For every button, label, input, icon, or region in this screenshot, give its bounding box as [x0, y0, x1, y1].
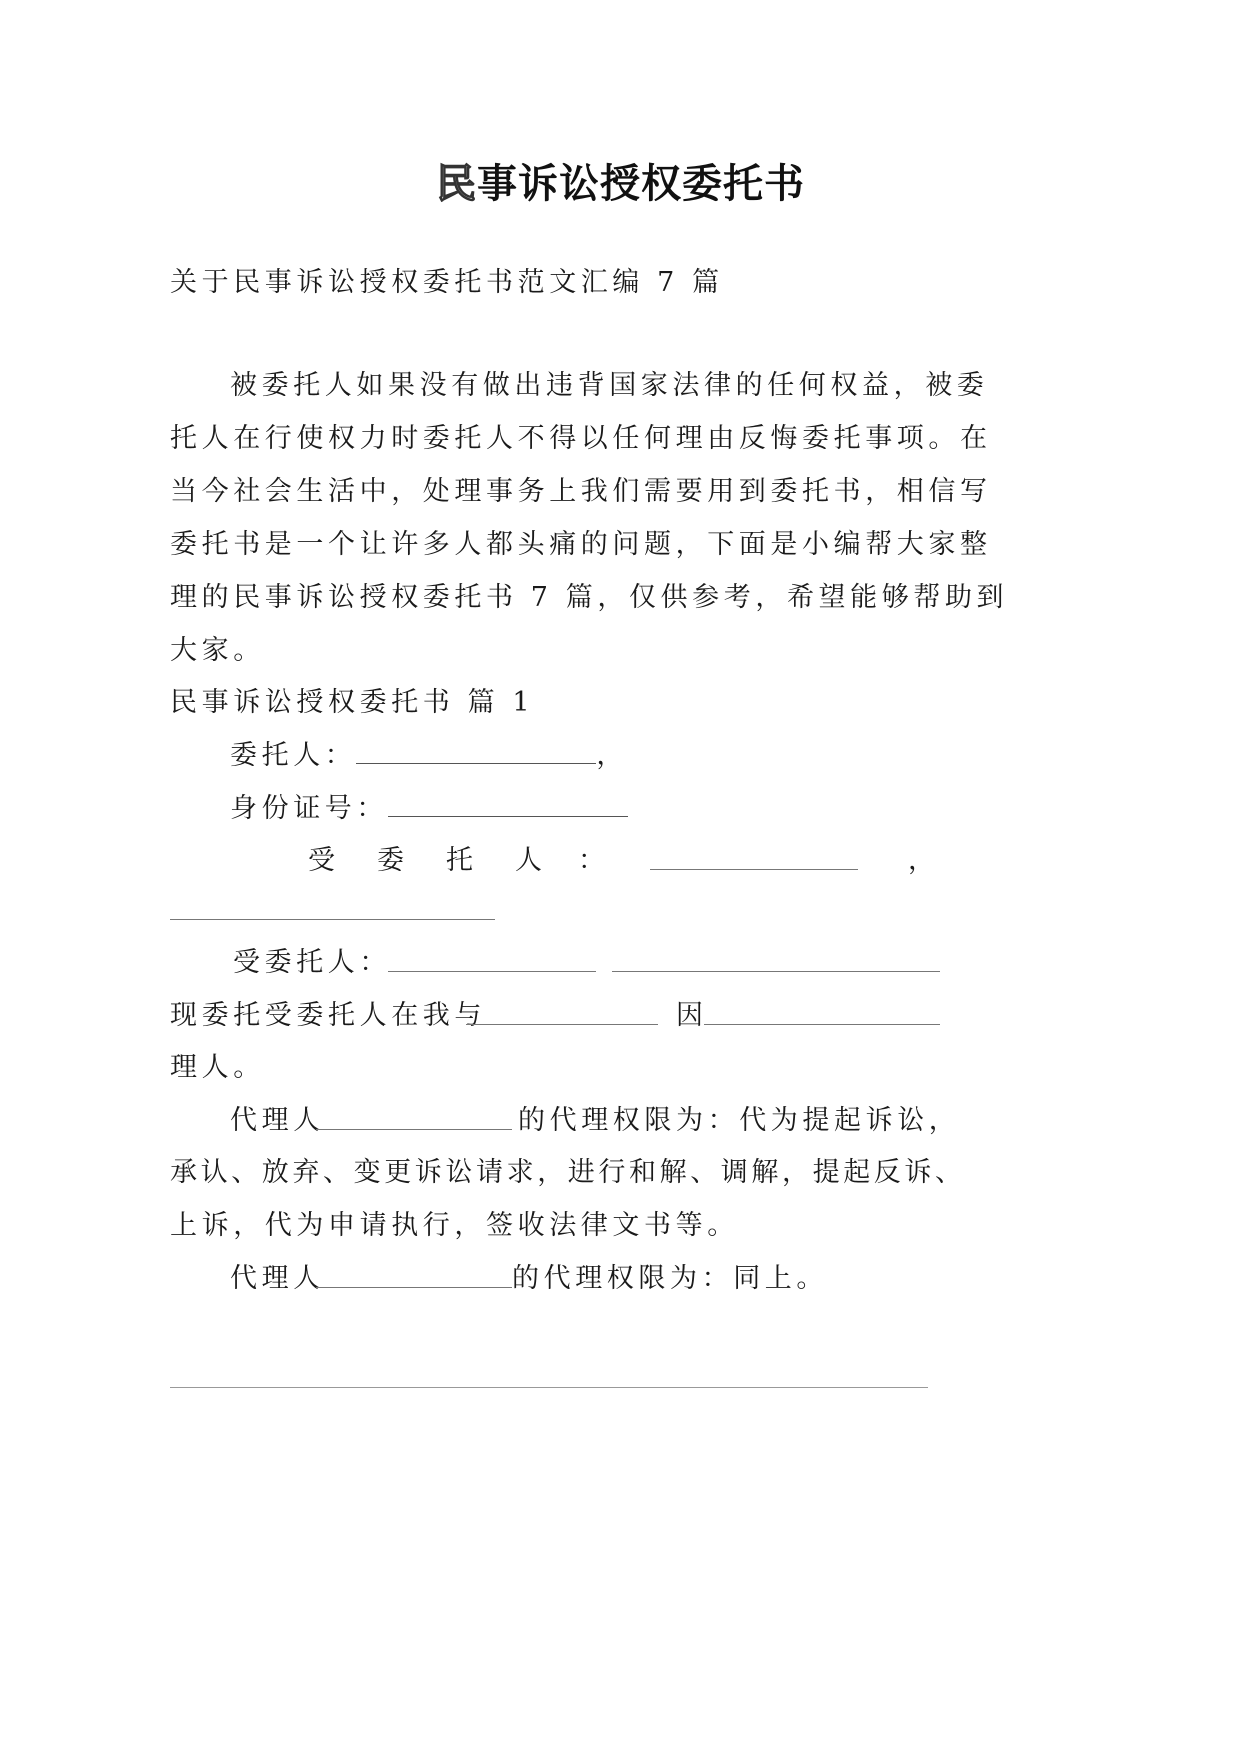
id-blank	[388, 794, 628, 817]
agent-spread-char-2: 委	[377, 845, 404, 876]
agent2-blank-1	[388, 971, 596, 972]
title-first-char: 民	[436, 161, 477, 207]
bottom-divider	[170, 1387, 928, 1388]
intro-line-5: 理的民事诉讼授权委托书 7 篇，仅供参考，希望能够帮助到	[170, 582, 1009, 613]
agent2-scope-blank	[316, 1287, 512, 1288]
agent-blank-1	[650, 869, 858, 870]
section-heading: 民事诉讼授权委托书 篇 1	[170, 687, 535, 718]
entrust-prefix: 现委托受委托人在我与	[170, 1000, 486, 1031]
agent-scope-blank	[316, 1129, 512, 1130]
principal-blank	[356, 741, 596, 764]
intro-line-1: 被委托人如果没有做出违背国家法律的任何权益，被委	[230, 370, 989, 401]
entrust-end: 理人。	[170, 1052, 265, 1083]
subtitle: 关于民事诉讼授权委托书范文汇编 7 篇	[170, 267, 724, 298]
scope-line-2: 承认、放弃、变更诉讼请求，进行和解、调解，提起反诉、	[170, 1157, 966, 1188]
title-rest: 事诉讼授权委托书	[477, 161, 805, 207]
agent-spread-char-5: ：	[578, 845, 605, 876]
agent-scope-prefix: 代理人	[230, 1105, 325, 1136]
agent2-blank-2	[612, 971, 940, 972]
principal-row	[230, 738, 628, 774]
principal-label: 委托人：	[230, 740, 357, 771]
intro-line-3: 当今社会生活中，处理事务上我们需要用到委托书，相信写	[170, 476, 992, 507]
id-label: 身份证号：	[230, 793, 388, 824]
intro-line-2: 托人在行使权力时委托人不得以任何理由反悔委托事项。在	[170, 423, 992, 454]
entrust-blank-1	[466, 1024, 658, 1025]
scope-line-3: 上诉，代为申请执行，签收法律文书等。	[170, 1210, 739, 1241]
intro-line-6: 大家。	[170, 635, 265, 666]
entrust-blank-2	[704, 1024, 940, 1025]
principal-suffix: ，	[596, 740, 629, 771]
agent-spread-char-1: 受	[308, 845, 335, 876]
entrust-mid: 因	[676, 1000, 708, 1031]
agent-suffix: ，	[908, 845, 935, 876]
agent2-scope-suffix: 的代理权限为：同上。	[512, 1263, 828, 1294]
agent-blank-2	[170, 919, 495, 920]
document-title	[0, 152, 1241, 209]
agent-scope-suffix: 的代理权限为：代为提起诉讼，	[518, 1105, 961, 1136]
agent-spread-char-3: 托	[446, 845, 473, 876]
intro-line-4: 委托书是一个让许多人都头痛的问题，下面是小编帮大家整	[170, 529, 992, 560]
agent-spread-char-4: 人	[515, 845, 542, 876]
agent2-scope-prefix: 代理人	[230, 1263, 325, 1294]
agent2-label: 受委托人：	[233, 947, 391, 978]
id-row	[230, 791, 628, 827]
